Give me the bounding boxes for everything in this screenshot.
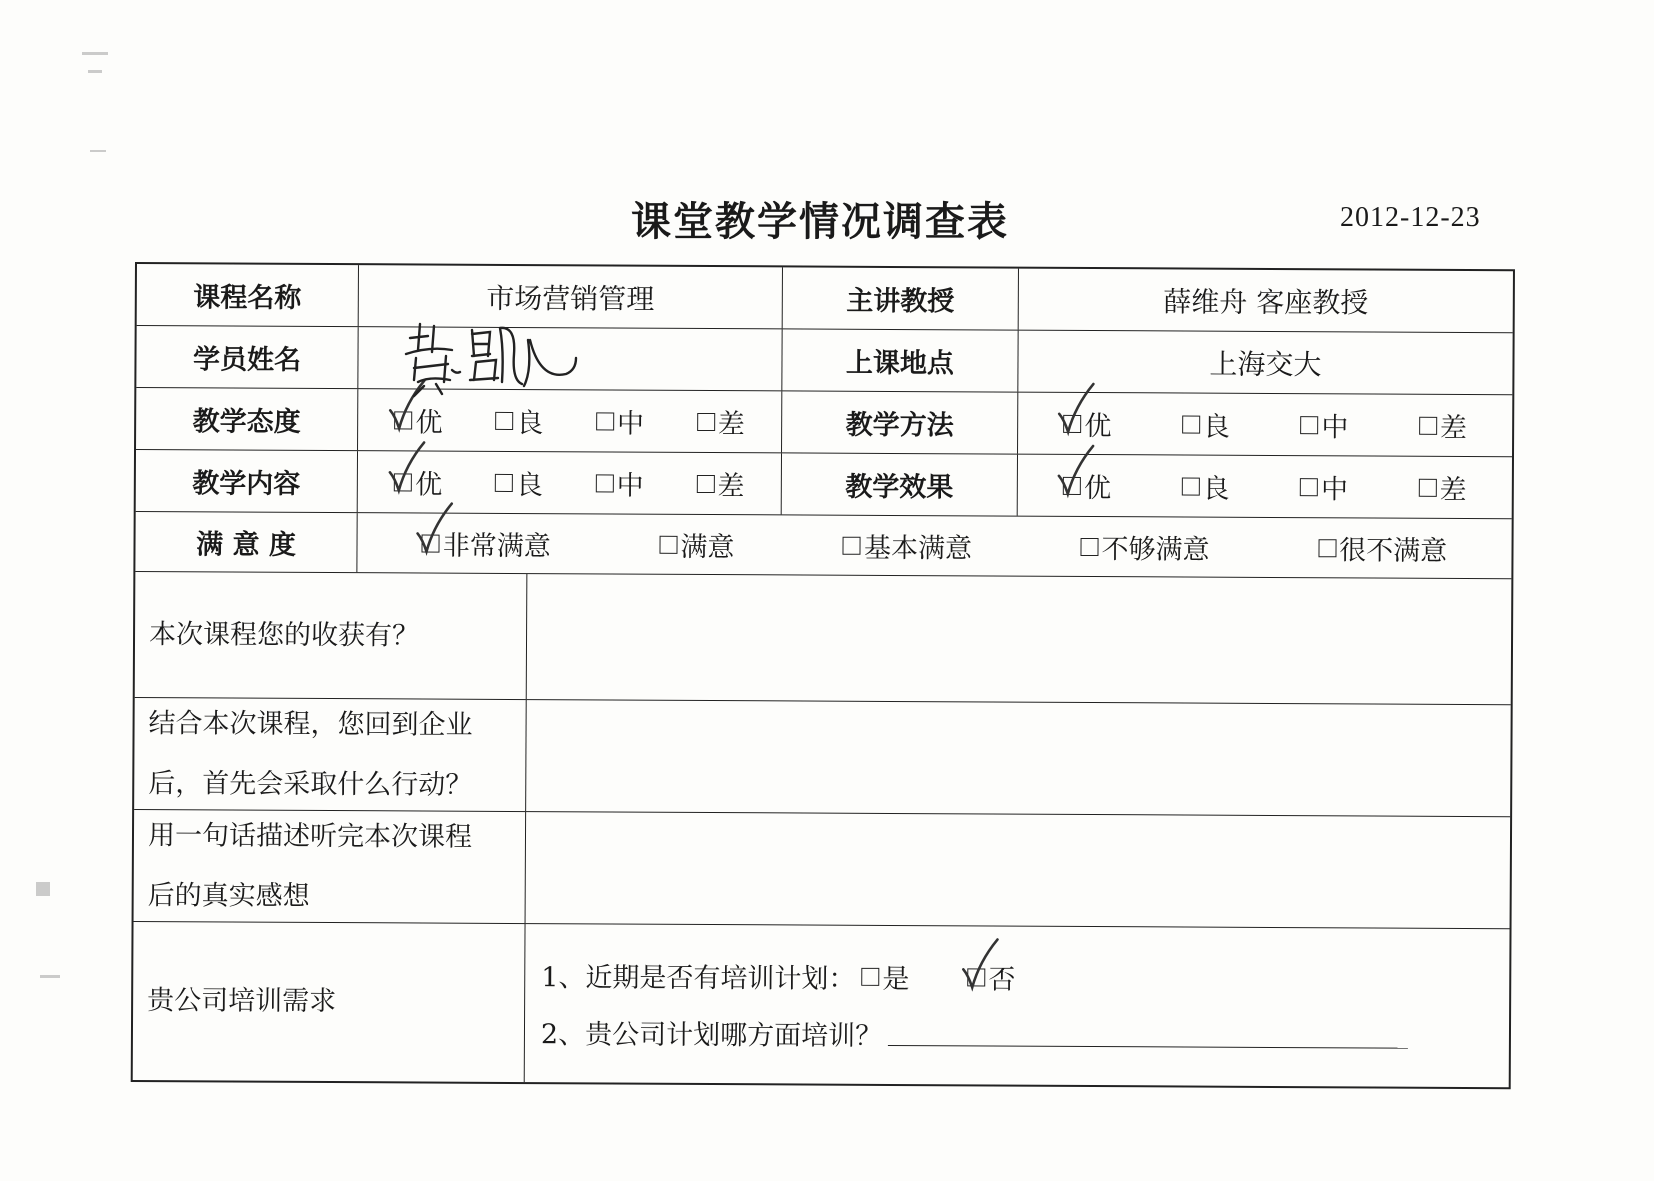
- checkbox-icon[interactable]: [1081, 537, 1099, 555]
- row-content: [136, 450, 1512, 519]
- gains-question: [135, 572, 528, 699]
- satisfaction-option-label: 很不满意: [1339, 535, 1448, 567]
- checkbox-icon[interactable]: [1182, 415, 1200, 433]
- satisfaction-option-label: 满意: [680, 531, 735, 564]
- training-plan-line: [541, 955, 1015, 996]
- checkbox-icon[interactable]: [1300, 416, 1318, 434]
- checkbox-icon[interactable]: [596, 474, 614, 492]
- content-option[interactable]: [696, 464, 744, 503]
- effect-option-label: 中: [1320, 474, 1349, 506]
- satisfaction-label: 满 意 度: [135, 512, 357, 572]
- satisfaction-option-label: 非常满意: [442, 530, 551, 563]
- satisfaction-option-label: 基本满意: [863, 532, 973, 565]
- action-question-text: 结合本次课程，您回到企业 后，首先会采取什么行动？: [148, 707, 473, 801]
- feeling-answer-field[interactable]: [526, 812, 1511, 928]
- method-option-label: 中: [1321, 412, 1349, 444]
- training-plan-no-label: 否: [988, 964, 1016, 996]
- attitude-option-label: 差: [717, 409, 745, 441]
- checkbox-icon[interactable]: [696, 474, 714, 492]
- effect-option-label: 良: [1202, 473, 1230, 505]
- satisfaction-option[interactable]: [422, 524, 551, 564]
- method-option[interactable]: [1300, 405, 1348, 444]
- method-option-label: 差: [1439, 412, 1467, 444]
- content-option[interactable]: [394, 462, 442, 501]
- training-area-line: [541, 1012, 1408, 1056]
- satisfaction-option-label: 不够满意: [1101, 534, 1210, 566]
- row-satisfaction: [135, 512, 1511, 579]
- effect-option[interactable]: [1418, 468, 1466, 507]
- location-label: 上课地点: [782, 329, 1018, 391]
- method-option-label: 优: [1084, 410, 1112, 443]
- effect-option-label: 差: [1439, 474, 1467, 506]
- content-option[interactable]: [495, 463, 543, 502]
- method-option[interactable]: [1419, 406, 1467, 445]
- training-plan-no[interactable]: [967, 957, 1015, 996]
- content-option-label: 优: [415, 469, 443, 501]
- scan-speck: [90, 150, 106, 152]
- gains-answer-field[interactable]: [527, 574, 1512, 704]
- professor-label: 主讲教授: [783, 267, 1019, 329]
- satisfaction-option[interactable]: [659, 525, 734, 564]
- action-answer-field[interactable]: [526, 700, 1511, 816]
- satisfaction-option[interactable]: [1080, 527, 1209, 567]
- method-option[interactable]: [1182, 404, 1230, 443]
- attitude-option[interactable]: [394, 400, 442, 439]
- checkbox-icon[interactable]: [1063, 414, 1081, 432]
- checkbox-icon[interactable]: [1063, 476, 1081, 494]
- needs-question: [133, 922, 526, 1082]
- satisfaction-option[interactable]: [1318, 528, 1447, 568]
- method-label: 教学方法: [782, 391, 1018, 453]
- content-option-label: 中: [616, 470, 644, 502]
- survey-form: [131, 262, 1515, 1089]
- attitude-option-label: 中: [616, 408, 645, 440]
- effect-option[interactable]: [1300, 467, 1348, 506]
- checkbox-icon[interactable]: [1318, 539, 1336, 557]
- checkbox-icon[interactable]: [422, 534, 440, 552]
- checkbox-icon[interactable]: [1419, 416, 1437, 434]
- feeling-question-text: 用一句话描述听完本次课程 后的真实感想: [147, 819, 473, 912]
- form-date: 2012-12-23: [1340, 202, 1481, 233]
- effect-options: [1018, 455, 1512, 519]
- effect-option[interactable]: [1063, 466, 1111, 505]
- satisfaction-option[interactable]: [843, 526, 972, 566]
- checkbox-icon[interactable]: [495, 473, 513, 491]
- feeling-question: [134, 810, 527, 923]
- student-signature: [390, 310, 590, 400]
- content-option-label: 良: [515, 469, 544, 502]
- attitude-label: 教学态度: [136, 388, 358, 450]
- row-action: [134, 698, 1511, 817]
- content-option[interactable]: [596, 463, 644, 502]
- method-option[interactable]: [1063, 404, 1111, 443]
- checkbox-icon[interactable]: [1182, 477, 1200, 495]
- checkbox-icon[interactable]: [659, 535, 677, 553]
- attitude-option[interactable]: [596, 401, 644, 440]
- student-name-label: 学员姓名: [136, 326, 358, 388]
- scan-speck: [40, 975, 60, 978]
- attitude-option[interactable]: [697, 402, 745, 441]
- effect-label: 教学效果: [782, 453, 1018, 515]
- checkbox-icon[interactable]: [1419, 478, 1437, 496]
- attitude-option[interactable]: [495, 401, 543, 440]
- row-needs: [133, 922, 1510, 1087]
- content-label: 教学内容: [136, 450, 358, 512]
- effect-option-label: 优: [1083, 472, 1112, 505]
- action-question: [134, 698, 527, 811]
- method-option-label: 良: [1202, 411, 1230, 443]
- content-option-label: 差: [717, 471, 745, 503]
- training-plan-yes[interactable]: [861, 957, 909, 996]
- row-gains: [135, 572, 1512, 705]
- row-student: [136, 326, 1512, 395]
- checkbox-icon[interactable]: [861, 967, 879, 985]
- scan-speck: [88, 70, 102, 73]
- row-attitude: [136, 388, 1512, 457]
- location-value[interactable]: 上海交大: [1209, 347, 1322, 381]
- effect-option[interactable]: [1181, 466, 1229, 505]
- course-name-label: 课程名称: [137, 264, 359, 326]
- checkbox-icon[interactable]: [697, 412, 715, 430]
- row-course: [137, 264, 1513, 333]
- professor-value[interactable]: 薛维舟 客座教授: [1163, 284, 1369, 319]
- content-options: [358, 451, 782, 514]
- scan-speck: [82, 52, 108, 55]
- checkbox-icon[interactable]: [495, 411, 513, 429]
- course-name-value[interactable]: 市场营销管理: [359, 265, 783, 328]
- checkbox-icon[interactable]: [843, 536, 861, 554]
- needs-label-text: 贵公司培训需求: [147, 985, 337, 1018]
- checkbox-icon[interactable]: [596, 412, 614, 430]
- training-area-question: 2、贵公司计划哪方面培训？: [540, 1019, 883, 1052]
- needs-answers: [525, 924, 1510, 1087]
- checkbox-icon[interactable]: [1300, 478, 1318, 496]
- checkbox-icon[interactable]: [394, 473, 412, 491]
- attitude-option-label: 良: [516, 407, 544, 440]
- gains-question-text: 本次课程您的收获有？: [148, 618, 420, 651]
- scan-speck: [36, 882, 50, 896]
- checkbox-icon[interactable]: [395, 411, 413, 429]
- method-options: [1018, 393, 1512, 457]
- checkbox-icon[interactable]: [967, 968, 985, 986]
- satisfaction-options: [357, 513, 1511, 578]
- training-area-blank[interactable]: [888, 1021, 1408, 1049]
- form-title: 课堂教学情况调查表: [631, 199, 1009, 245]
- attitude-option-label: 优: [415, 407, 443, 439]
- training-plan-question: 1、近期是否有培训计划：: [541, 962, 856, 995]
- training-plan-yes-label: 是: [882, 963, 910, 996]
- row-feeling: [134, 810, 1511, 929]
